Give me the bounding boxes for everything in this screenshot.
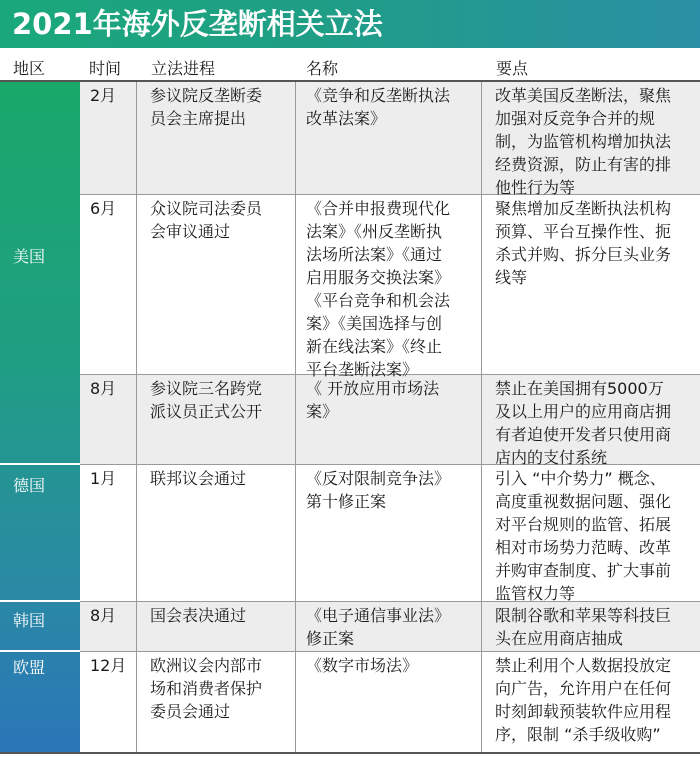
cell-time: 8月 [90, 379, 117, 398]
cell-points: 限制谷歌和苹果等科技巨 头在应用商店抽成 [495, 606, 672, 648]
column-divider [136, 82, 137, 752]
header-process: 立法进程 [151, 59, 216, 78]
header-points: 要点 [496, 59, 529, 78]
region-divider [0, 600, 80, 602]
cell-name: 《电子通信事业法》 修正案 [306, 606, 451, 648]
region-korea: 韩国 [13, 611, 46, 630]
header-region: 地区 [13, 59, 46, 78]
cell-points: 改革美国反垄断法，聚焦 加强对反竞争合并的规 制，为监管机构增加执法 经费资源，防止有害的排 他性行为等 [495, 86, 672, 197]
cell-process: 联邦议会通过 [150, 469, 247, 488]
table-bottom-border [0, 752, 700, 754]
cell-time: 1月 [90, 469, 117, 488]
cell-time: 12月 [90, 656, 127, 675]
cell-time: 6月 [90, 199, 117, 218]
cell-process: 欧洲议会内部市 场和消费者保护 委员会通过 [150, 656, 263, 721]
column-divider [295, 82, 296, 752]
cell-time: 8月 [90, 606, 117, 625]
cell-points: 禁止在美国拥有5000万 及以上用户的应用商店拥 有者迫使开发者只使用商 店内的支付系统 [495, 379, 672, 467]
cell-process: 众议院司法委员 会审议通过 [150, 199, 263, 241]
column-divider [481, 82, 482, 752]
cell-points: 引入 “中介势力” 概念、 高度重视数据问题、强化 对平台规则的监管、拓展 相对市场势力范畴、改革 并购审查制度、扩大事前 监管权力等 [495, 469, 672, 603]
header-time: 时间 [89, 59, 122, 78]
cell-process: 参议院反垄断委 员会主席提出 [150, 86, 263, 128]
row-divider [80, 651, 700, 652]
region-divider [0, 650, 80, 652]
cell-name: 《合并申报费现代化 法案》《州反垄断执 法场所法案》《通过 启用服务交换法案》 《平台竞争和机会法 案》《美国选择与创 新在线法案》《终止 平台垄断法案》 [306, 199, 451, 379]
cell-points: 禁止利用个人数据投放定 向广告，允许用户在任何 时刻卸载预装软件应用程 序，限制 “杀手级收购” [495, 656, 672, 744]
cell-name: 《 开放应用市场法 案》 [306, 379, 440, 421]
region-germany: 德国 [13, 476, 46, 495]
page-title: 2021年海外反垄断相关立法 [0, 0, 700, 48]
region-eu: 欧盟 [13, 658, 46, 677]
cell-process: 参议院三名跨党 派议员正式公开 [150, 379, 263, 421]
region-us: 美国 [13, 247, 46, 266]
cell-time: 2月 [90, 86, 117, 105]
header-name: 名称 [306, 59, 339, 78]
cell-name: 《数字市场法》 [306, 656, 419, 675]
cell-name: 《竞争和反垄断执法 改革法案》 [306, 86, 451, 128]
cell-points: 聚焦增加反垄断执法机构 预算、平台互操作性、扼 杀式并购、拆分巨头业务 线等 [495, 199, 672, 287]
cell-process: 国会表决通过 [150, 606, 247, 625]
region-divider [0, 463, 80, 465]
cell-name: 《反对限制竞争法》 第十修正案 [306, 469, 451, 511]
